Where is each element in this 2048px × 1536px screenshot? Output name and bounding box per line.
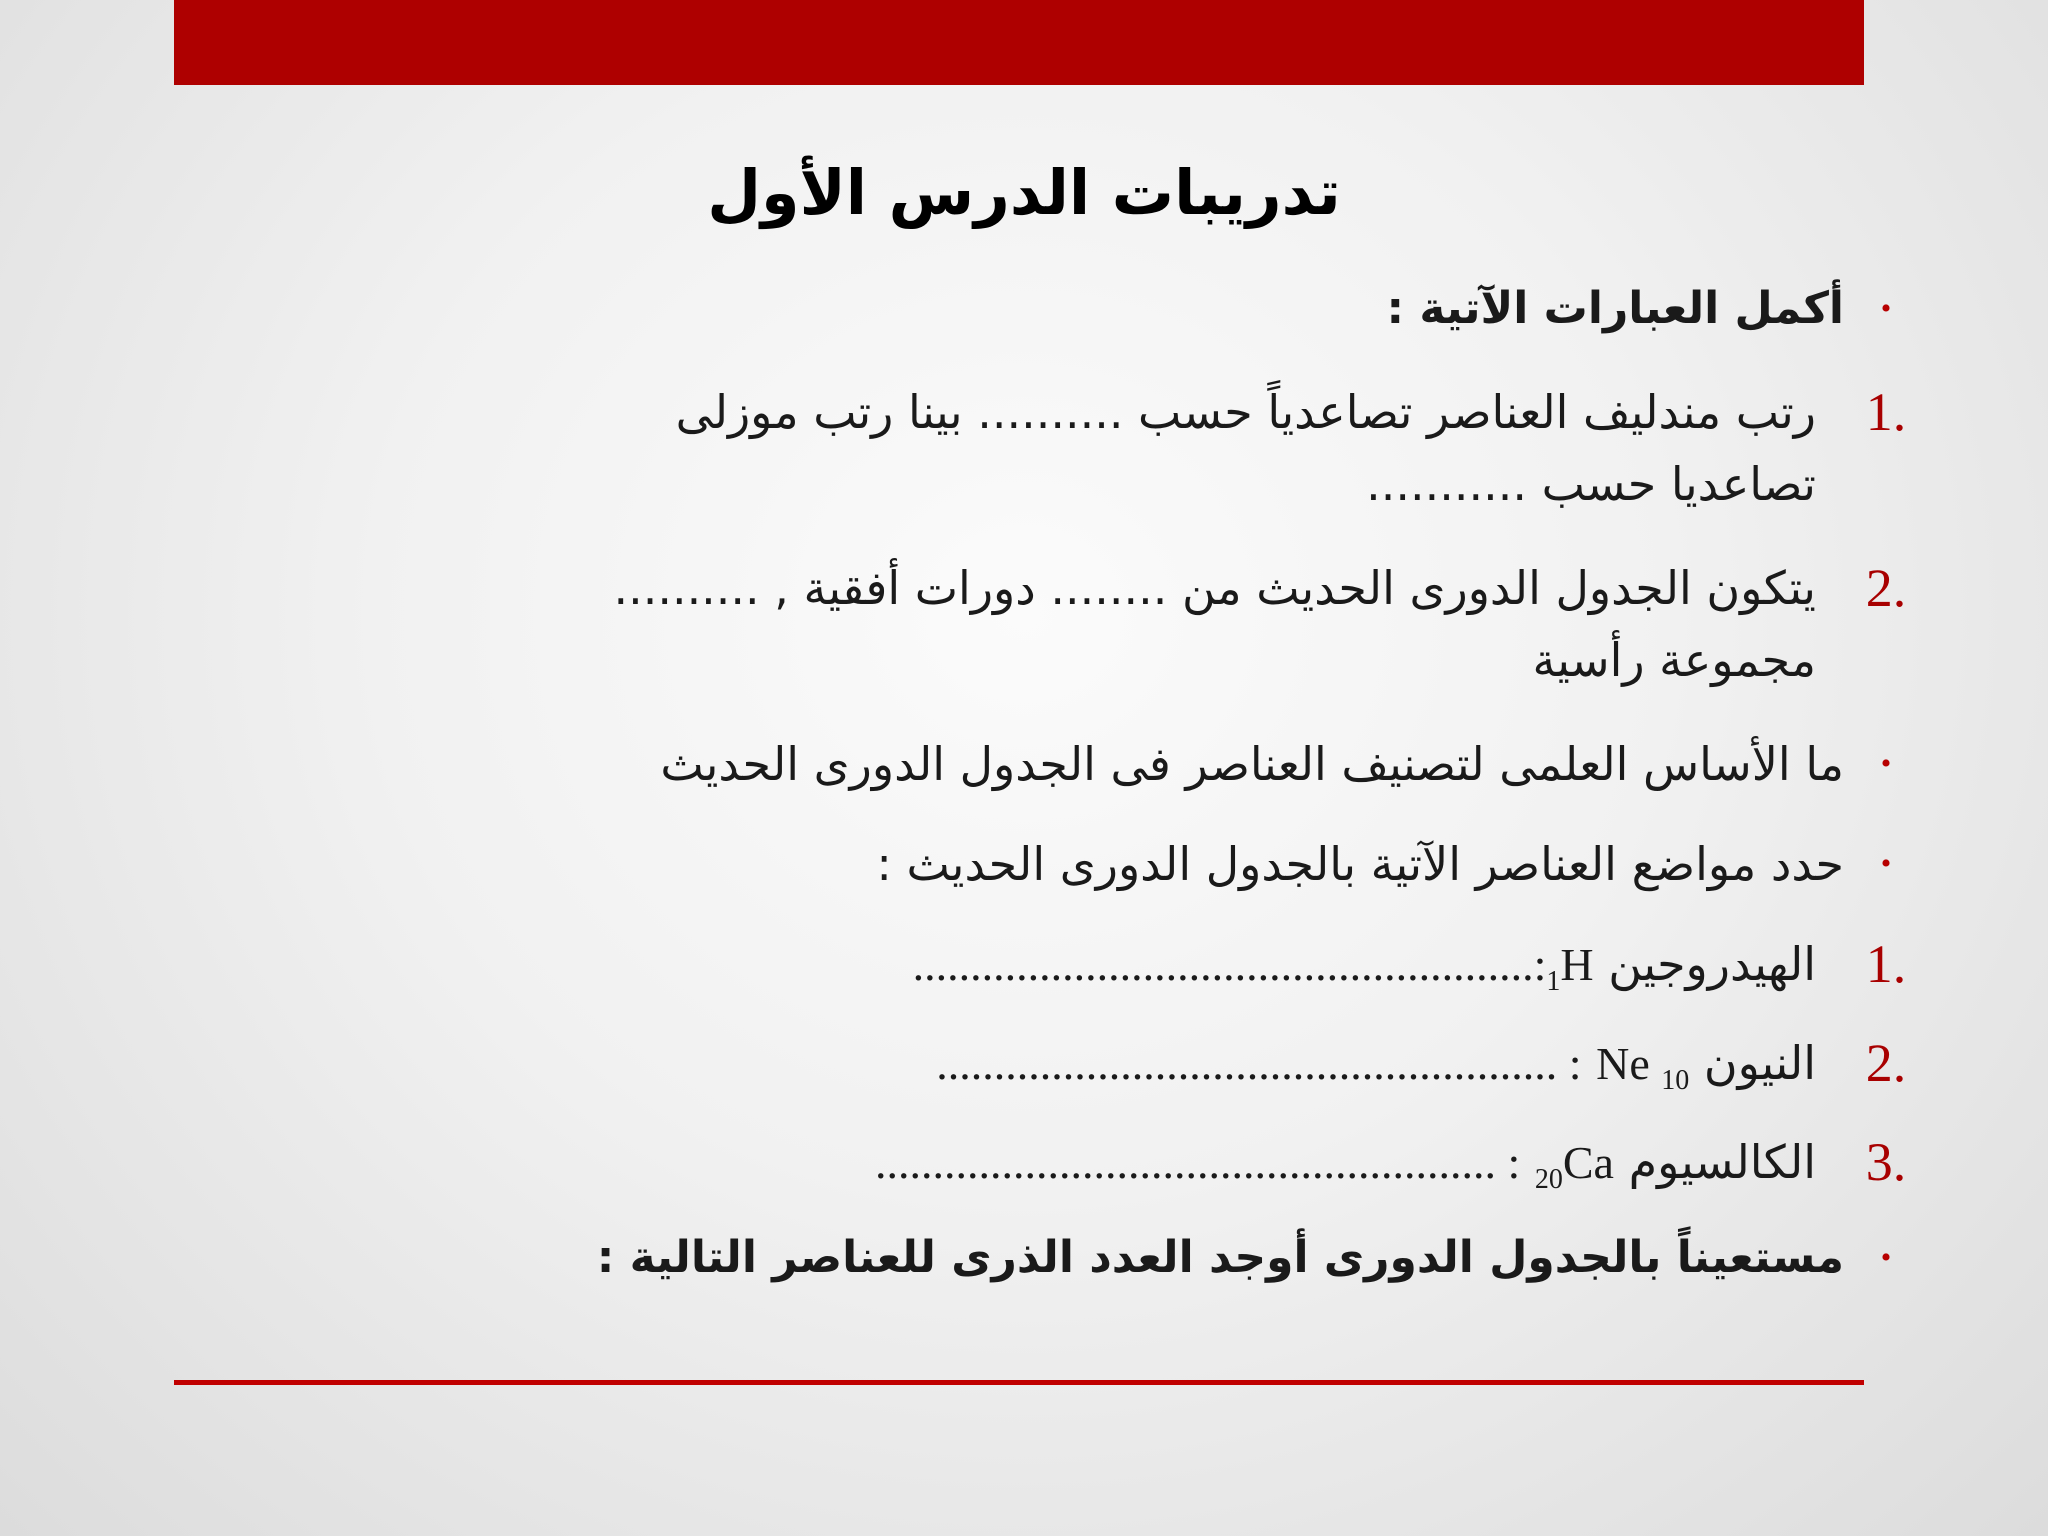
element-item-calcium [376, 1126, 1926, 1198]
atomic-number: 1 [1546, 966, 1561, 998]
symbol: Ne [1596, 1038, 1650, 1089]
bullet-icon: • [1880, 747, 1892, 780]
element-line [875, 1126, 1816, 1216]
item-number: 2. [1865, 1033, 1907, 1093]
element-symbol [1546, 939, 1594, 998]
answer-blank: :...................................................... [912, 939, 1547, 990]
item-number: 1. [1865, 382, 1907, 442]
question-2-text: ما الأساس العلمى لتصنيف العناصر فى الجدول الدورى الحديث [660, 737, 1844, 791]
bullet-icon: • [1880, 847, 1892, 880]
element-line [913, 928, 1816, 1018]
item-number: 1. [1865, 934, 1907, 994]
element-item-hydrogen [376, 928, 1926, 1000]
answer-blank: : ...................................................... [936, 1038, 1582, 1089]
atomic-number: 10 [1661, 1065, 1690, 1097]
item-number: 3. [1865, 1132, 1907, 1192]
element-symbol [1534, 1137, 1614, 1196]
element-name: النيون [1703, 1036, 1816, 1090]
question-4 [406, 1222, 1906, 1294]
symbol: H [1560, 939, 1594, 990]
bullet-icon: • [1880, 292, 1892, 325]
item-1-line-2: تصاعديا حسب ........... [1366, 457, 1816, 511]
symbol: Ca [1562, 1137, 1614, 1188]
question-2 [406, 728, 1906, 800]
item-1-line-1: رتب مندليف العناصر تصاعدياً حسب .......... بينا رتب موزلى [675, 385, 1816, 439]
top-accent-bar [174, 0, 1864, 85]
element-symbol [1596, 1038, 1690, 1097]
question-1-heading [506, 273, 1906, 345]
bottom-divider [174, 1380, 1864, 1385]
element-item-neon [376, 1027, 1926, 1099]
question-4-text: مستعيناً بالجدول الدورى أوجد العدد الذرى للعناصر التالية : [596, 1232, 1844, 1283]
item-2-line-2: مجموعة رأسية [1532, 633, 1816, 687]
atomic-number: 20 [1534, 1164, 1563, 1196]
answer-blank: : ...................................................... [874, 1137, 1521, 1188]
element-line [936, 1027, 1816, 1117]
question-1-heading-text: أكمل العبارات الآتية : [1386, 283, 1844, 334]
slide-title: تدريبات الدرس الأول [707, 156, 1341, 229]
item-number: 2. [1865, 558, 1907, 618]
item-2-line-1: يتكون الجدول الدورى الحديث من ........ دورات أفقية , .......... [613, 561, 1816, 615]
bullet-icon: • [1880, 1241, 1892, 1274]
question-3-heading [406, 828, 1906, 900]
question-3-heading-text: حدد مواضع العناصر الآتية بالجدول الدورى الحديث : [876, 837, 1844, 891]
element-name: الكالسيوم [1628, 1135, 1816, 1189]
question-1-item-1 [376, 376, 1926, 520]
element-name: الهيدروجين [1608, 937, 1816, 991]
question-1-item-2 [376, 552, 1926, 696]
